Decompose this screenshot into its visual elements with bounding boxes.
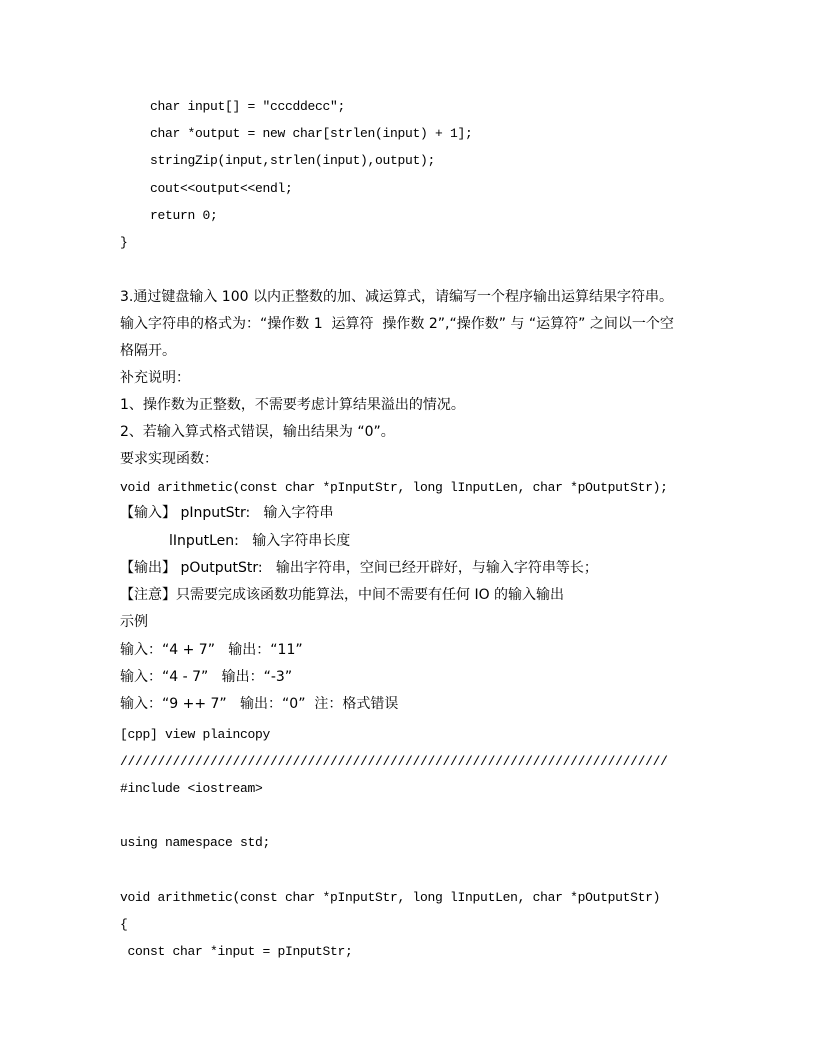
- supplement-note-2: 2、若输入算式格式错误，输出结果为 “0”。: [120, 424, 395, 440]
- problem-title: 3.通过键盘输入 100 以内正整数的加、减运算式，请编写一个程序输出运算结果字符串。: [120, 289, 673, 305]
- code-line-close-brace: }: [120, 235, 128, 250]
- code-line-using-namespace: using namespace std;: [120, 835, 271, 850]
- code-line-include: #include <iostream>: [120, 781, 263, 796]
- example-2: 输入：“4 - 7” 输出：“-3”: [120, 669, 293, 685]
- code-line-stringzip-call: stringZip(input,strlen(input),output);: [120, 153, 436, 168]
- example-1: 输入：“4 + 7” 输出：“11”: [120, 642, 303, 658]
- example-3: 输入：“9 ++ 7” 输出：“0” 注：格式错误: [120, 696, 399, 712]
- supplement-label: 补充说明：: [120, 370, 190, 386]
- code-line-function-signature: void arithmetic(const char *pInputStr, long lInputLen, char *pOutputStr): [120, 890, 661, 905]
- code-line-cout: cout<<output<<endl;: [120, 181, 293, 196]
- problem-format-line-1: 输入字符串的格式为：“操作数 1 运算符 操作数 2”,“操作数” 与 “运算符” 之间以一个空: [120, 316, 674, 332]
- output-param-poutputstr: 【输出】 pOutputStr: 输出字符串，空间已经开辟好，与输入字符串等长；: [120, 560, 598, 576]
- function-signature: void arithmetic(const char *pInputStr, long lInputLen, char *pOutputStr);: [120, 480, 668, 495]
- problem-format-line-2: 格隔开。: [120, 343, 176, 359]
- requirement-label: 要求实现函数：: [120, 451, 218, 467]
- input-param-linputlen: lInputLen: 输入字符串长度: [120, 533, 351, 549]
- code-line-open-brace: {: [120, 917, 128, 932]
- cpp-view-plaincopy-label: [cpp] view plaincopy: [120, 727, 271, 742]
- input-param-pinputstr: 【输入】 pInputStr: 输入字符串: [120, 505, 334, 521]
- example-label: 示例: [120, 614, 148, 630]
- comment-separator: /////////////////////////////////////////////////////////////////////////: [120, 754, 668, 769]
- code-line-const-input: const char *input = pInputStr;: [120, 944, 353, 959]
- code-line-return: return 0;: [120, 208, 218, 223]
- code-line-char-input: char input[] = "cccddecc";: [120, 99, 346, 114]
- attention-note: 【注意】只需要完成该函数功能算法，中间不需要有任何 IO 的输入输出: [120, 587, 565, 603]
- code-line-char-output: char *output = new char[strlen(input) + 1];: [120, 126, 473, 141]
- supplement-note-1: 1、操作数为正整数，不需要考虑计算结果溢出的情况。: [120, 397, 465, 413]
